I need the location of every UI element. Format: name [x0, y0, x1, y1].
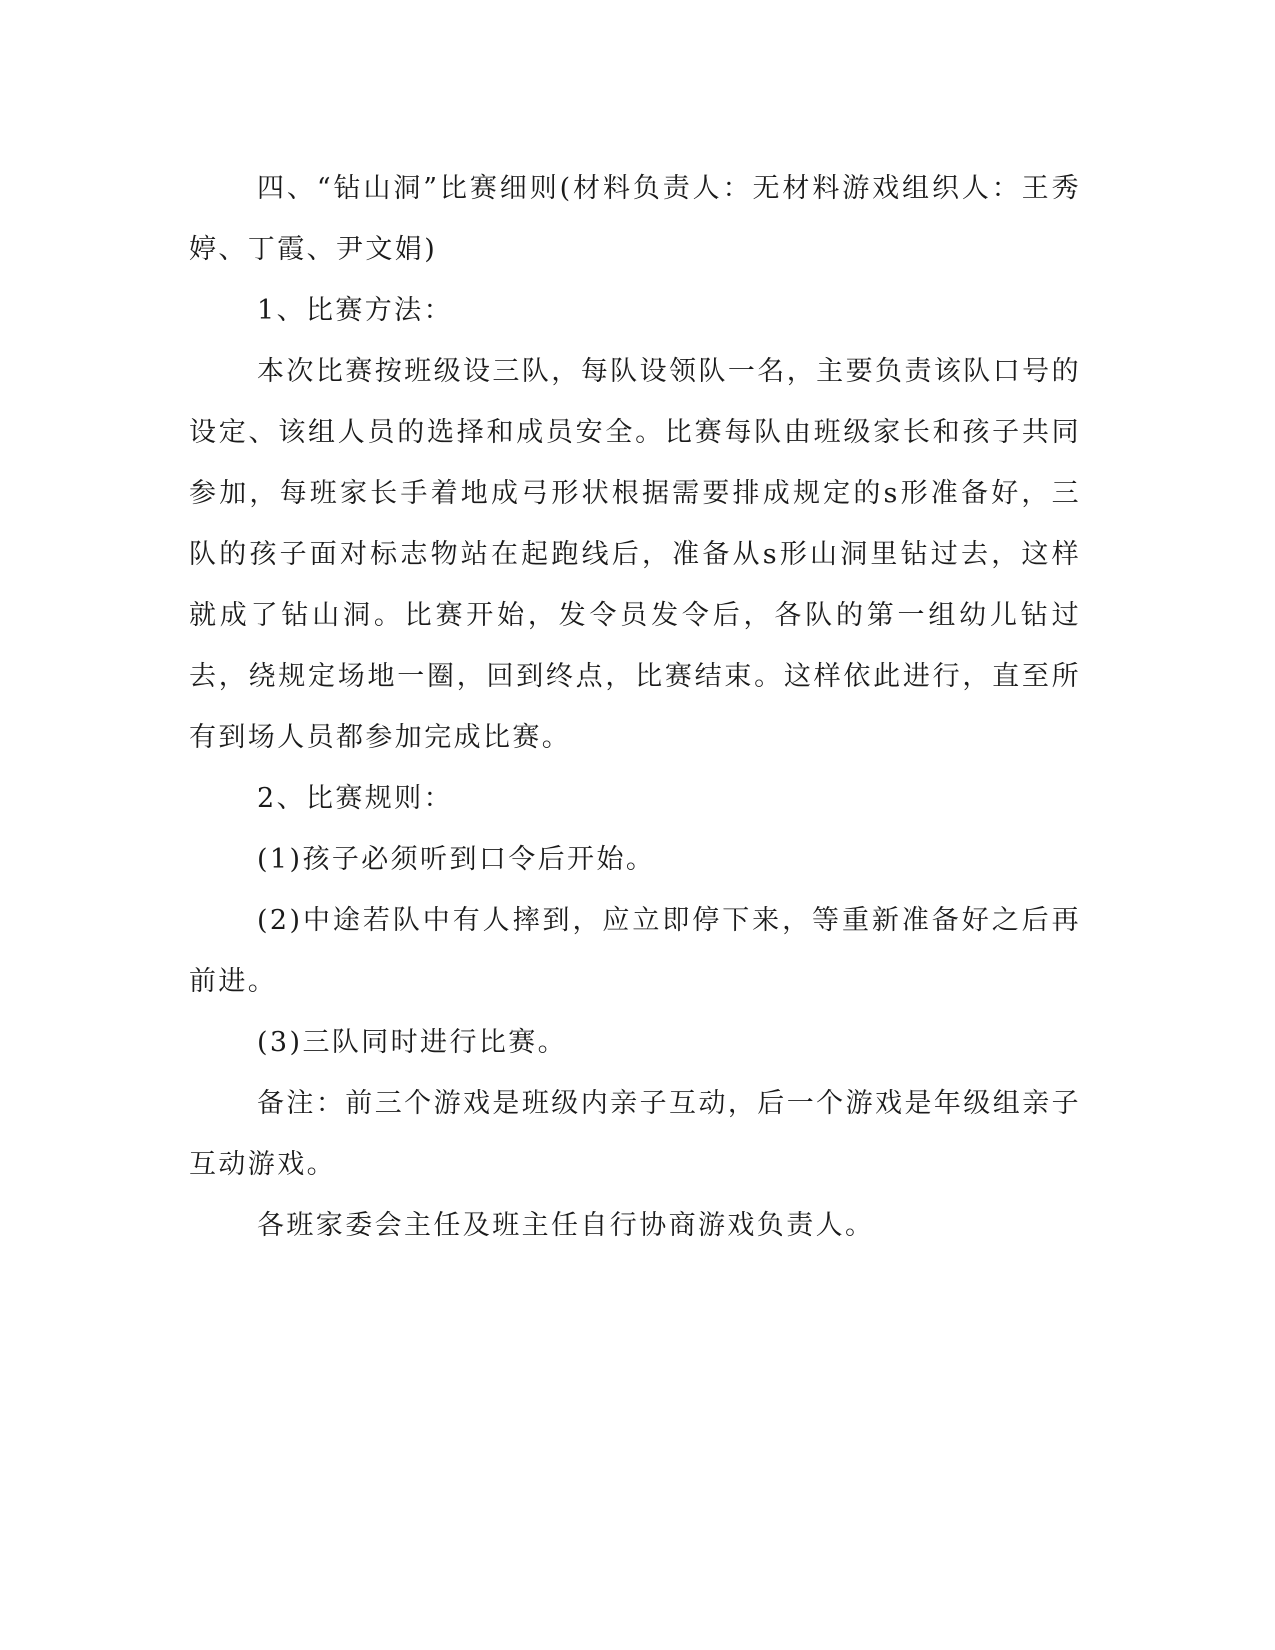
section-heading: 四、“钻山洞”比赛细则(材料负责人：无材料游戏组织人：王秀婷、丁霞、尹文娟)	[189, 173, 1081, 265]
rule-item: (2)中途若队中有人摔到，应立即停下来，等重新准备好之后再前进。	[189, 905, 1081, 997]
closing-paragraph: 各班家委会主任及班主任自行协商游戏负责人。	[257, 1210, 875, 1241]
note-paragraph: 备注：前三个游戏是班级内亲子互动，后一个游戏是年级组亲子互动游戏。	[189, 1088, 1081, 1180]
subheading-method: 1、比赛方法：	[257, 295, 453, 326]
rule-item: (3)三队同时进行比赛。	[257, 1027, 568, 1058]
rule-item: (1)孩子必须听到口令后开始。	[257, 844, 656, 875]
subheading-rules: 2、比赛规则：	[257, 783, 453, 814]
document-body	[189, 158, 1081, 1256]
method-paragraph: 本次比赛按班级设三队，每队设领队一名，主要负责该队口号的设定、该组人员的选择和成员安全。比赛每队由班级家长和孩子共同参加，每班家长手着地成弓形状根据需要排成规定的s形准备好，三队的孩子面对标志物站在起跑线后，准备从s形山洞里钻过去，这样就成了钻山洞。比赛开始，发令员发令后，各队的第一组幼儿钻过去，绕规定场地一圈，回到终点，比赛结束。这样依此进行，直至所有到场人员都参加完成比赛。	[189, 356, 1081, 753]
